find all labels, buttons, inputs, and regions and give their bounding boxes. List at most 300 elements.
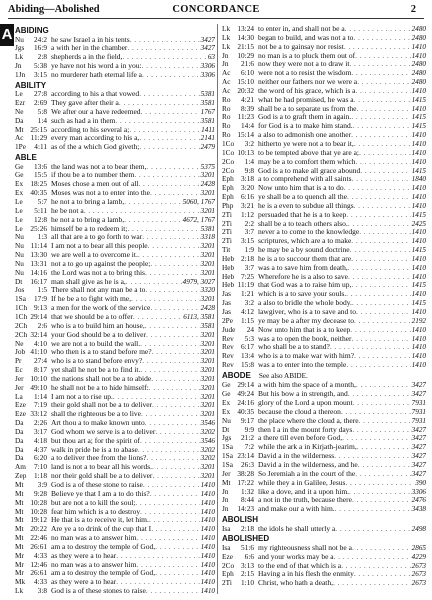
leader-dots: [136, 561, 199, 570]
context-phrase: the land was not a to bear them,: [51, 162, 147, 171]
context-phrase: Moses chose a men out of all: [51, 180, 139, 189]
leader-dots: [135, 499, 199, 508]
leader-dots: [152, 463, 200, 472]
leader-dots: [354, 140, 411, 149]
book-abbreviation: Tit: [222, 245, 231, 255]
chapter-verse: 2:6: [37, 320, 47, 330]
leader-dots: [136, 534, 199, 543]
context-phrase: he saw Israel a in his tents: [51, 35, 130, 44]
strongs-number: 3427: [411, 381, 426, 390]
strongs-number: 1410: [200, 489, 215, 498]
context-phrase-container: [258, 184, 426, 193]
context-phrase: a with her in the chamber: [51, 44, 128, 53]
context-phrase: to enter in, and shall not be a: [258, 25, 345, 33]
leader-dots: [352, 496, 411, 505]
context-phrase-container: [258, 381, 426, 390]
leader-dots: [345, 25, 411, 34]
context-phrase: He that is a to receive it, let him.: [51, 516, 149, 525]
strongs-number: 3427: [411, 434, 426, 443]
context-phrase: Believe ye that I am a to do this?: [51, 489, 150, 498]
context-phrase-container: [51, 543, 215, 552]
chapter-verse: 26:61: [30, 568, 47, 578]
leader-dots: [130, 36, 200, 45]
book-abbreviation: Jer: [222, 468, 231, 478]
leader-dots: [355, 52, 411, 61]
chapter-verse: 4:21: [241, 94, 254, 104]
chapter-verse: 6:17: [241, 342, 254, 352]
strongs-number: 6113, 3581: [183, 312, 215, 321]
concordance-entry: [222, 361, 426, 370]
chapter-verse: 15:5: [34, 170, 47, 180]
book-abbreviation: 1Co: [222, 147, 235, 157]
strongs-number: 1767: [200, 107, 215, 116]
context-phrase: But his bow a in strength, and: [258, 390, 348, 399]
chapter-verse: 24: [246, 324, 254, 334]
context-phrase-container: [258, 87, 426, 96]
leader-dots: [141, 410, 200, 419]
strongs-number: 2480: [411, 25, 426, 33]
context-phrase-container: [51, 216, 215, 225]
context-phrase: I am not a to rise up.: [51, 392, 113, 401]
context-phrase: then I a in the mount forty days: [258, 425, 353, 434]
leader-dots: [354, 570, 411, 579]
book-abbreviation: Ex: [222, 406, 231, 416]
leader-dots: [138, 251, 200, 260]
context-phrase: to the end of that which is a: [258, 561, 342, 570]
context-phrase: lawgiver, who is a to save and to: [258, 308, 357, 316]
book-abbreviation: 2Pe: [222, 315, 233, 325]
leader-dots: [150, 490, 200, 499]
strongs-number: 1410: [411, 325, 426, 334]
context-phrase-container: [51, 410, 215, 419]
context-phrase-container: [258, 281, 426, 290]
strongs-number: 2192: [411, 316, 426, 325]
chapter-verse: 3:9: [37, 480, 47, 489]
leader-dots: [138, 446, 200, 455]
leader-dots: [126, 278, 182, 287]
context-phrase: Having a in his flesh the enmity: [258, 570, 354, 579]
strongs-number: 3201: [200, 463, 215, 472]
leader-dots: [353, 399, 411, 408]
context-phrase-container: [258, 34, 426, 43]
leader-dots: [139, 90, 200, 99]
context-phrase: Now unto him that is a to keep: [258, 325, 351, 334]
context-phrase-container: [51, 242, 215, 251]
context-phrase-container: [51, 481, 215, 490]
chapter-verse: 3:7: [244, 227, 254, 237]
chapter-verse: 10:10: [30, 373, 47, 383]
leader-dots: [348, 273, 411, 282]
context-phrase-container: [51, 472, 215, 481]
context-phrase: a men for the work of the service: [51, 304, 151, 313]
book-abbreviation: Php: [222, 200, 234, 210]
strongs-number: 5381: [200, 90, 215, 99]
concordance-entry: [222, 525, 426, 534]
context-phrase: shall the righteous be a to live: [51, 410, 141, 419]
strongs-number: 1410: [411, 308, 426, 316]
context-phrase: that God was a to raise him up,: [258, 281, 352, 290]
strongs-number: 3201: [200, 472, 215, 481]
book-abbreviation: Mk: [15, 577, 26, 587]
leader-dots: [127, 225, 199, 234]
leader-dots: [142, 62, 200, 71]
context-phrase: I am not a to bear all this people: [51, 242, 148, 251]
context-phrase: ye may be a after my decease to: [258, 316, 354, 325]
chapter-verse: 11:23: [237, 112, 254, 122]
leader-dots: [353, 34, 410, 43]
chapter-verse: 27:8: [34, 89, 47, 99]
chapter-verse: 13:30: [30, 250, 47, 260]
leader-dots: [133, 313, 182, 322]
context-phrase: every man according to his a,: [51, 134, 140, 143]
strongs-number: 7931: [411, 407, 426, 416]
context-phrase-container: [51, 233, 215, 242]
strongs-number: 1410: [411, 86, 426, 95]
book-abbreviation: 1Sa: [222, 460, 233, 469]
context-phrase-container: [51, 269, 215, 278]
chapter-verse: 13:24: [237, 24, 254, 33]
chapter-verse: 9:28: [34, 488, 47, 498]
context-phrase-container: [51, 117, 215, 126]
context-phrase-container: [258, 273, 426, 282]
leader-dots: [119, 99, 200, 108]
chapter-verse: 5:38: [34, 61, 47, 71]
chapter-verse: 33:12: [30, 409, 47, 419]
context-phrase-container: [258, 343, 426, 352]
context-phrase: not be a to gainsay nor resist: [258, 42, 344, 51]
chapter-verse: 17:22: [237, 477, 254, 487]
strongs-number: 3202: [200, 454, 215, 463]
context-phrase-container: [51, 516, 215, 525]
context-phrase-container: [51, 225, 215, 234]
chapter-verse: 12:46: [30, 559, 47, 569]
leader-dots: [359, 417, 411, 426]
context-phrase-container: [258, 140, 426, 149]
leader-dots: [152, 348, 200, 357]
chapter-verse: 21:6: [241, 59, 254, 69]
book-abbreviation: Nu: [15, 241, 24, 251]
context-phrase: Art thou a to make known unto: [51, 419, 145, 428]
leader-dots: [146, 331, 200, 340]
book-abbreviation: Lk: [222, 24, 231, 33]
leader-dots: [140, 437, 200, 446]
context-phrase: while the ark a in Kirjath-jearim,: [258, 443, 357, 452]
book-abbreviation: Nu: [15, 232, 24, 242]
book-abbreviation: Ac: [222, 77, 231, 87]
context-phrase-container: [258, 149, 426, 158]
context-phrase: scriptures, which are a to make: [258, 237, 352, 246]
book-abbreviation: 1Sa: [222, 451, 233, 461]
leader-dots: [145, 322, 200, 331]
book-abbreviation: Mt: [15, 541, 24, 551]
leader-dots: [351, 69, 410, 78]
context-phrase-container: [51, 313, 215, 322]
leader-dots: [152, 472, 199, 481]
strongs-number: 3201: [200, 171, 215, 180]
context-phrase-container: [51, 99, 215, 108]
context-phrase-container: [258, 308, 426, 317]
scripture-reference: [15, 587, 51, 596]
chapter-verse: 7:19: [34, 400, 47, 410]
leader-dots: [150, 304, 199, 313]
scripture-reference: [222, 361, 258, 370]
strongs-number: 3427: [411, 452, 426, 461]
book-abbreviation: Ac: [15, 133, 24, 143]
book-abbreviation: Da: [15, 444, 24, 454]
strongs-number: 1410: [200, 516, 215, 525]
context-phrase: he may be a by sound doctrine: [258, 246, 350, 255]
context-phrase: and make our a with him.: [258, 505, 335, 514]
chapter-verse: 8:39: [241, 103, 254, 113]
chapter-verse: 20:32: [237, 85, 254, 95]
chapter-verse: 12:8: [34, 214, 47, 224]
context-phrase: a to deliver thee from the lions?: [51, 454, 147, 463]
book-abbreviation: 2Co: [222, 560, 235, 570]
strongs-number: 3201: [200, 383, 215, 392]
context-phrase: glory of the Lord a upon mount: [258, 399, 353, 408]
book-abbreviation: Ne: [15, 338, 24, 348]
leader-dots: [335, 505, 411, 514]
chapter-verse: 3:18: [241, 174, 254, 184]
book-abbreviation: Nu: [15, 267, 24, 277]
strongs-number: 3581: [200, 321, 215, 330]
context-phrase: was a to save him from death,: [258, 263, 348, 272]
context-phrase: land is not a to bear all his words.: [51, 463, 153, 472]
strongs-number: 1410: [411, 352, 426, 361]
strongs-number: 2498: [411, 524, 426, 533]
chapter-verse: 13:6: [34, 161, 47, 171]
chapter-verse: 25:26: [30, 223, 47, 233]
leader-dots: [115, 117, 199, 126]
strongs-number: 1410: [411, 201, 426, 210]
leader-dots: [358, 461, 411, 470]
book-abbreviation: 2Ti: [222, 227, 232, 237]
leader-dots: [129, 126, 200, 135]
strongs-number: 2476: [411, 496, 426, 505]
strongs-number: 3201: [200, 339, 215, 348]
context-phrase: So Jeremiah a in the court of the: [258, 469, 356, 478]
strongs-number: 3427: [411, 461, 426, 469]
strongs-number: 3427: [200, 44, 215, 53]
context-phrase: ye have not his word a in you:: [51, 62, 142, 71]
book-abbreviation: Jude: [222, 324, 236, 334]
context-phrase: who is a to stand before envy?: [51, 357, 143, 366]
running-head-guide-words: Abiding—Abolished: [8, 4, 100, 15]
context-phrase-container: [258, 426, 426, 435]
strongs-number: 1840: [411, 175, 426, 184]
leader-dots: [134, 171, 199, 180]
chapter-verse: 4:10: [34, 338, 47, 348]
chapter-verse: 3:20: [241, 183, 254, 193]
context-phrase-container: [258, 122, 426, 131]
context-phrase: that we should be a to offer: [51, 312, 133, 321]
strongs-number: 1410: [411, 157, 426, 166]
strongs-number: 1410: [411, 51, 426, 60]
context-phrase-container: [51, 108, 215, 117]
context-phrase-container: [258, 335, 426, 344]
strongs-number: 3306: [411, 487, 426, 496]
book-abbreviation: Eph: [222, 183, 234, 193]
strongs-number: 3438: [411, 505, 426, 514]
strongs-number: 1415: [411, 113, 426, 122]
context-phrase: your God should be a to deliver: [51, 330, 146, 339]
strongs-number: 3201: [200, 189, 215, 198]
strongs-number: 3201: [200, 251, 215, 260]
leader-dots: [349, 60, 410, 69]
strongs-number: 3427: [411, 469, 426, 478]
context-phrase: but thou art a; for the spirit of: [51, 436, 140, 445]
context-phrase-container: [51, 278, 215, 287]
leader-dots: [145, 286, 199, 295]
strongs-number: 1410: [411, 193, 426, 202]
context-phrase: who is a to make war with him?: [258, 352, 355, 361]
context-phrase: himself be a to redeem it;: [51, 224, 128, 233]
strongs-number: 2673: [411, 570, 426, 579]
context-phrase-container: [258, 202, 426, 211]
section-heading: ABIDING: [15, 26, 49, 35]
chapter-verse: 1:9: [244, 245, 254, 255]
context-phrase-container: [258, 52, 426, 61]
context-phrase-container: [258, 361, 426, 370]
chapter-verse: 7:2: [244, 442, 254, 452]
book-abbreviation: Nu: [15, 250, 24, 260]
context-phrase: God is a to graft them in again.: [258, 113, 352, 122]
book-abbreviation: Nu: [15, 34, 24, 44]
book-abbreviation: Mr: [15, 568, 24, 578]
chapter-verse: 5:3: [244, 333, 254, 343]
concordance-entry: [15, 71, 215, 80]
leader-dots: [122, 53, 206, 62]
strongs-number: 1410: [411, 272, 426, 281]
context-phrase: he be not a: [51, 206, 84, 215]
context-phrase-container: [51, 286, 215, 295]
chapter-verse: 3:15: [241, 236, 254, 246]
strongs-number: 1410: [411, 139, 426, 148]
strongs-number: 2428: [200, 304, 215, 313]
book-abbreviation: Lk: [222, 32, 231, 42]
context-phrase-container: [51, 499, 215, 508]
leader-dots: [351, 255, 411, 264]
book-abbreviation: 2Ti: [222, 578, 232, 588]
leader-dots: [351, 237, 410, 246]
leader-dots: [357, 78, 411, 87]
context-phrase: like a dove, and it a upon him.: [258, 487, 350, 496]
strongs-number: 3201: [200, 357, 215, 366]
context-phrase-container: [258, 246, 426, 255]
book-abbreviation: Ge: [15, 170, 24, 180]
section-cross-reference: See also ABIDE.: [258, 371, 308, 380]
strongs-number: 3427: [200, 35, 215, 44]
book-abbreviation: Jn: [222, 50, 229, 60]
leader-dots: [354, 352, 411, 361]
context-phrase: the Lord was not a to bring this: [51, 268, 145, 277]
context-phrase: shepherds a in the field,: [51, 53, 123, 62]
book-abbreviation: Jn: [15, 61, 22, 71]
leader-dots: [355, 158, 410, 167]
leader-dots: [352, 426, 410, 435]
context-phrase-container: [258, 255, 426, 264]
chapter-verse: 38:28: [237, 468, 254, 478]
context-phrase: we are not a to build the wall.: [51, 339, 141, 348]
leader-dots: [139, 143, 199, 152]
context-phrase-container: [258, 105, 426, 114]
chapter-verse: 1:18: [34, 471, 47, 481]
context-phrase: There shall not any man be a to: [51, 286, 146, 295]
book-abbreviation: Heb: [222, 271, 235, 281]
context-phrase: as they were a to hear: [51, 551, 117, 560]
strongs-number: 4979, 3027: [182, 277, 215, 286]
chapter-verse: 1:10: [241, 578, 254, 588]
context-phrase: was a to open the book, neither: [258, 334, 352, 343]
leader-dots: [344, 184, 411, 193]
context-phrase: he not a to bring a lamb,: [51, 198, 125, 206]
chapter-verse: 9:9: [244, 424, 254, 434]
chapter-verse: 16:17: [30, 276, 47, 286]
chapter-verse: 18:25: [30, 179, 47, 189]
leader-dots: [142, 357, 199, 366]
strongs-number: 2480: [411, 60, 426, 69]
context-phrase-container: [258, 264, 426, 273]
book-abbreviation: 2Co: [222, 156, 235, 166]
context-phrase: a to comprehend with all saints: [258, 175, 352, 184]
book-abbreviation: Ro: [222, 103, 231, 113]
book-abbreviation: Jn: [222, 504, 229, 514]
book-abbreviation: Eze: [15, 409, 26, 419]
strongs-number: 1410: [200, 481, 215, 489]
context-phrase-container: [258, 479, 426, 488]
chapter-verse: 15:14: [237, 130, 254, 140]
strongs-number: 7931: [411, 399, 426, 408]
strongs-number: 3201: [200, 268, 215, 277]
chapter-verse: 1:15: [241, 315, 254, 325]
context-phrase: Now unto him that is a to do: [258, 184, 344, 193]
book-abbreviation: 1Ch: [15, 311, 28, 321]
book-abbreviation: Jos: [15, 285, 25, 295]
book-abbreviation: Mt: [15, 524, 24, 534]
book-abbreviation: Ro: [222, 94, 231, 104]
context-phrase-container: [51, 331, 215, 340]
chapter-verse: 3:17: [34, 426, 47, 436]
leader-dots: [350, 326, 410, 335]
book-abbreviation: 2Ch: [15, 320, 28, 330]
strongs-number: 1410: [200, 507, 215, 516]
strongs-number: 1410: [411, 290, 426, 299]
context-phrase: the place where the cloud a, there: [258, 416, 359, 425]
leader-dots: [348, 220, 411, 229]
strongs-number: 1415: [411, 299, 426, 308]
leader-dots: [124, 198, 182, 207]
context-phrase: not a to go up against the people;: [51, 259, 151, 268]
book-abbreviation: Rev: [222, 342, 234, 352]
chapter-verse: 49:24: [237, 389, 254, 399]
chapter-verse: 11:14: [30, 241, 47, 251]
chapter-verse: 40:35: [237, 406, 254, 416]
context-phrase-container: [258, 553, 426, 562]
book-abbreviation: Heb: [222, 253, 235, 263]
strongs-number: 2428: [200, 180, 215, 189]
context-phrase: am a to destroy the temple of God,: [51, 542, 156, 551]
book-abbreviation: 2Ch: [15, 329, 28, 339]
chapter-verse: 27:4: [34, 356, 47, 366]
chapter-verse: 21:15: [237, 41, 254, 51]
chapter-verse: 4:12: [241, 307, 254, 316]
context-phrase: nor their gold shall be a to deliver: [51, 472, 153, 481]
header-rule: [8, 18, 424, 19]
strongs-number: 3427: [411, 443, 426, 452]
leader-dots: [146, 454, 199, 463]
leader-dots: [334, 452, 410, 461]
strongs-number: 3306: [200, 70, 215, 79]
